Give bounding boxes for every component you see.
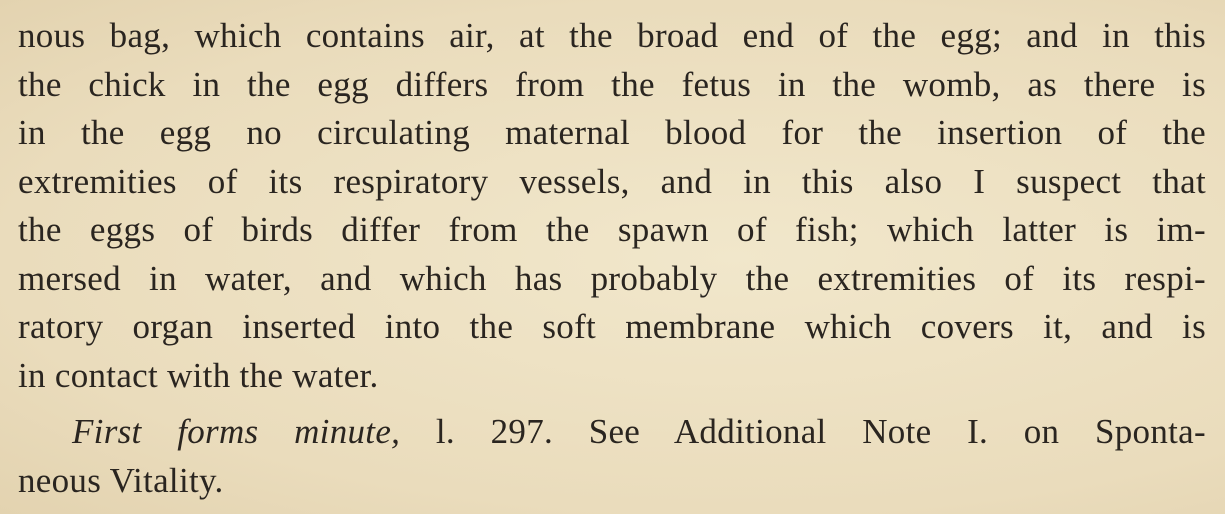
text-line: the chick in the egg differs from the fetus in the womb, as there is [18, 64, 1206, 104]
text-line: in the egg no circulating maternal blood for the insertion of the [18, 113, 1206, 152]
footnote-ref: l. 297. See Additional Note I. on Sponta- [400, 412, 1206, 451]
text-line: extremities of its respiratory vessels, and in this also I suspect that [18, 161, 1206, 201]
footnote-lemma: First forms minute, [72, 412, 401, 451]
text-line: ratory organ inserted into the soft membrane which covers it, and is [18, 307, 1206, 346]
text-line: in contact with the water. [18, 355, 379, 395]
footnote-line: neous Vitality. [18, 460, 224, 500]
text-line: nous bag, which contains air, at the broad end of the egg; and in this [18, 16, 1206, 55]
footnote [18, 408, 1206, 505]
body-text [18, 12, 1206, 505]
text-line: the eggs of birds differ from the spawn of fish; which latter is im- [18, 210, 1206, 249]
text-line: mersed in water, and which has probably the extremities of its respi- [18, 258, 1206, 298]
footnote-line [18, 408, 1206, 457]
